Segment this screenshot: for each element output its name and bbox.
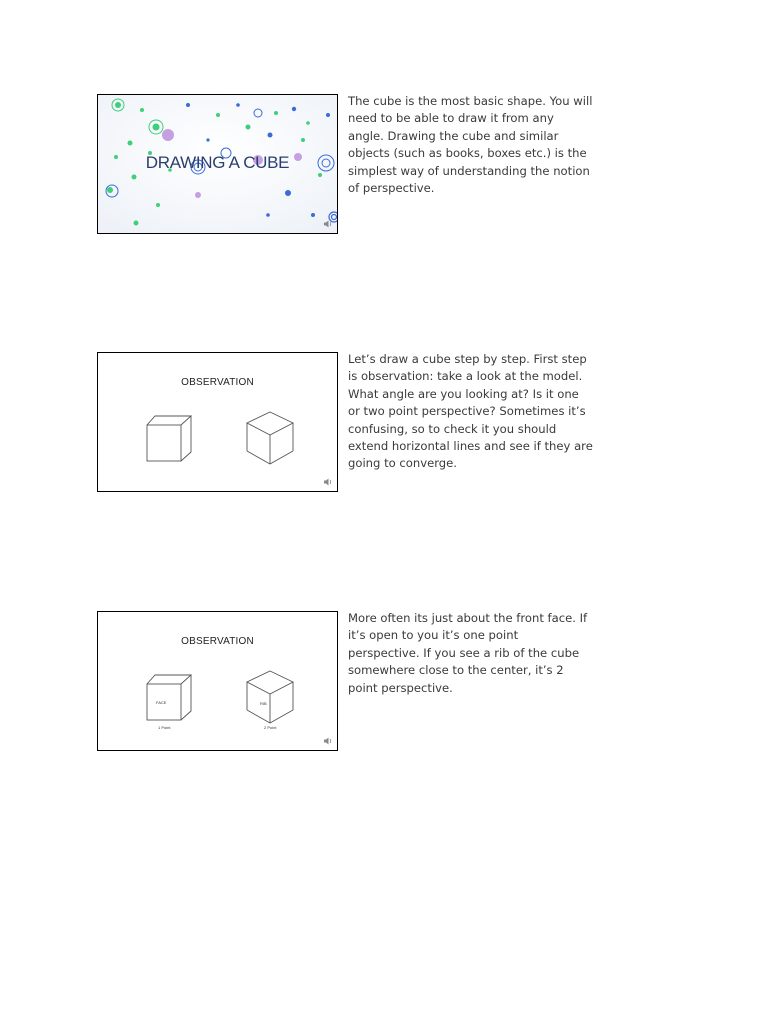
cube-one-point-drawing [144,672,196,724]
speaker-icon[interactable] [323,477,333,487]
rib-label: RIB [260,701,267,706]
cube-two-point-drawing [244,409,296,467]
speaker-icon[interactable] [323,219,333,229]
slide-title: OBSERVATION [181,377,254,388]
slide-notes-1: The cube is the most basic shape. You will need to be able to draw it from any angle. Drawing the cube and similar objects (such as books, boxes etc.) is the simplest way of understanding the notion of perspective. [348,94,593,196]
slide-thumbnail-2[interactable] [97,352,338,492]
slide-title: DRAWING A CUBE [145,153,290,172]
cube-two-point-drawing [244,668,296,726]
slide-notes-3: More often its just about the front face. If it’s open to you it’s one point perspective. If you see a rib of the cube somewhere close to the center, it’s 2 point perspective. [348,611,588,695]
face-label: FACE [156,700,167,705]
caption-one-point: 1 Point [158,725,171,730]
slide-notes-2: Let’s draw a cube step by step. First step is observation: take a look at the model. What angle are you looking at? Is it one or two point perspective? Sometimes it’s confusing, so to check it you should extend horizontal lines and see if they are going to converge. [348,352,593,471]
slide-thumbnail-3[interactable] [97,611,338,751]
caption-two-point: 2 Point [264,725,277,730]
slide-title: OBSERVATION [181,636,254,647]
cube-one-point-drawing [144,413,196,465]
speaker-icon[interactable] [323,736,333,746]
slide-thumbnail-1[interactable] [97,94,338,234]
